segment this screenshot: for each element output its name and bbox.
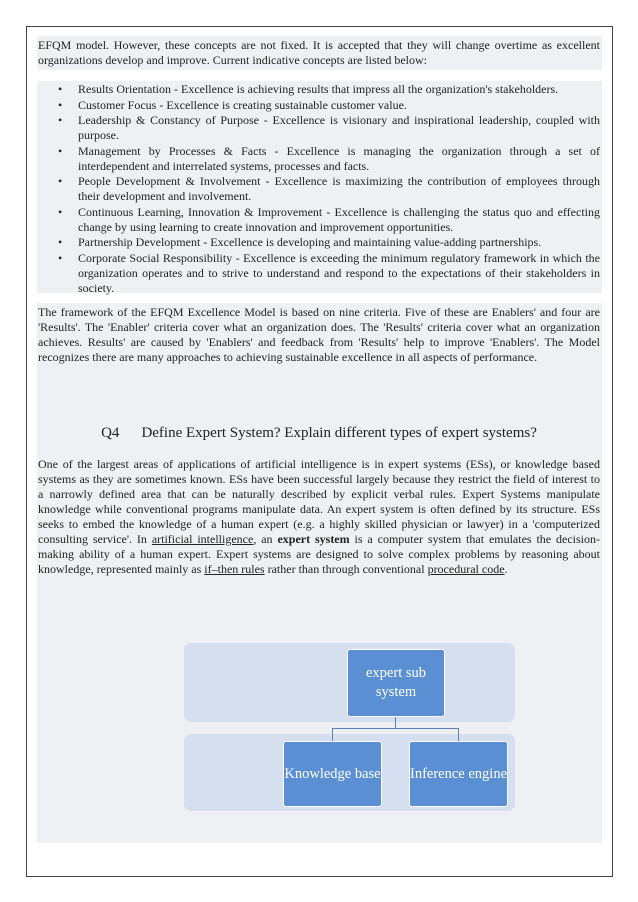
bullet-icon: • <box>58 250 63 265</box>
connector-line <box>332 728 458 729</box>
knowledge-base-box: Knowledge base <box>283 741 382 807</box>
list-item: • Leadership & Constancy of Purpose - Excellence is visionary and inspirational leadership, coupled with purpose. <box>58 113 600 142</box>
bullet-icon: • <box>58 113 63 127</box>
list-item: • Management by Processes & Facts - Excellence is managing the organization through a set of interdependent and interrelated systems, processes and facts. <box>58 143 600 173</box>
bullet-icon: • <box>58 143 63 158</box>
intro-paragraph: EFQM model. However, these concepts are not fixed. It is accepted that they will change overtime as excellent organizations develop and improve. Current indicative concepts are listed below: <box>38 38 600 67</box>
artificial-intelligence-link[interactable]: artificial intelligence <box>151 532 254 546</box>
if-then-rules-link[interactable]: if–then rules <box>204 562 265 576</box>
question-heading <box>0 424 638 442</box>
concepts-list <box>38 82 600 296</box>
expert-system-bold: expert system <box>277 532 350 546</box>
list-item: • Customer Focus - Excellence is creating sustainable customer value. <box>58 97 407 112</box>
connector-line <box>332 728 333 742</box>
inference-engine-box: Inference engine <box>409 741 508 807</box>
connector-line <box>458 728 459 742</box>
bullet-icon: • <box>58 235 63 249</box>
question-number: Q4 <box>101 425 120 441</box>
bullet-icon: • <box>58 204 63 219</box>
answer-paragraph: One of the largest areas of applications of artificial intelligence is in expert systems (ESs), or knowledge based systems as they are sometimes known. ESs have been successful largely because they restrict the field of interest to a narrowly defined area that can be naturally described by explicit verbal rules. Expert Systems manipulate knowledge while conventional programs manipulate data. An expert system is often defined by its structure. ESs seeks to embed the knowledge of a human expert (e.g. a highly skilled physician or lawyer) in a 'computerized consulting service'. In artificial intelligence, an expert system is a computer system that emulates the decision-making ability of a human expert. Expert systems are designed to solve complex problems by reasoning about knowledge, represented mainly as if–then rules rather than through conventional procedural code. <box>38 457 601 576</box>
connector-line <box>395 716 396 728</box>
bullet-icon: • <box>58 97 63 112</box>
expert-system-diagram <box>184 643 515 811</box>
bullet-icon: • <box>58 174 63 188</box>
framework-paragraph: The framework of the EFQM Excellence Model is based on nine criteria. Five of these are Enablers' and four are 'Results'. The 'Enabler' criteria cover what an organization does. The 'Results' criteria cover what an organization achieves. Results' are caused by 'Enablers' and feedback from 'Results' help to improve 'Enablers'. The Model recognizes there are many approaches to achieving sustainable excellence in all aspects of performance. <box>38 305 600 364</box>
question-title: Define Expert System? Explain different types of expert systems? <box>141 425 537 441</box>
list-item: • Results Orientation - Excellence is achieving results that impress all the organization's stakeholders. <box>58 82 559 96</box>
expert-subsystem-box: expert sub system <box>347 649 445 717</box>
list-item: • Corporate Social Responsibility - Excellence is exceeding the minimum regulatory framework in which the organization operates and to strive to understand and respond to the expectations of their stakeholders in society. <box>58 250 600 295</box>
bullet-icon: • <box>58 82 63 96</box>
list-item: • Continuous Learning, Innovation & Improvement - Excellence is challenging the status quo and effecting change by using learning to create innovation and improvement opportunities. <box>58 204 600 234</box>
procedural-code-link[interactable]: procedural code <box>427 562 505 576</box>
list-item: • Partnership Development - Excellence is developing and maintaining value-adding partnerships. <box>58 235 542 249</box>
list-item: • People Development & Involvement - Excellence is maximizing the contribution of employees through their development and involvement. <box>58 174 600 203</box>
